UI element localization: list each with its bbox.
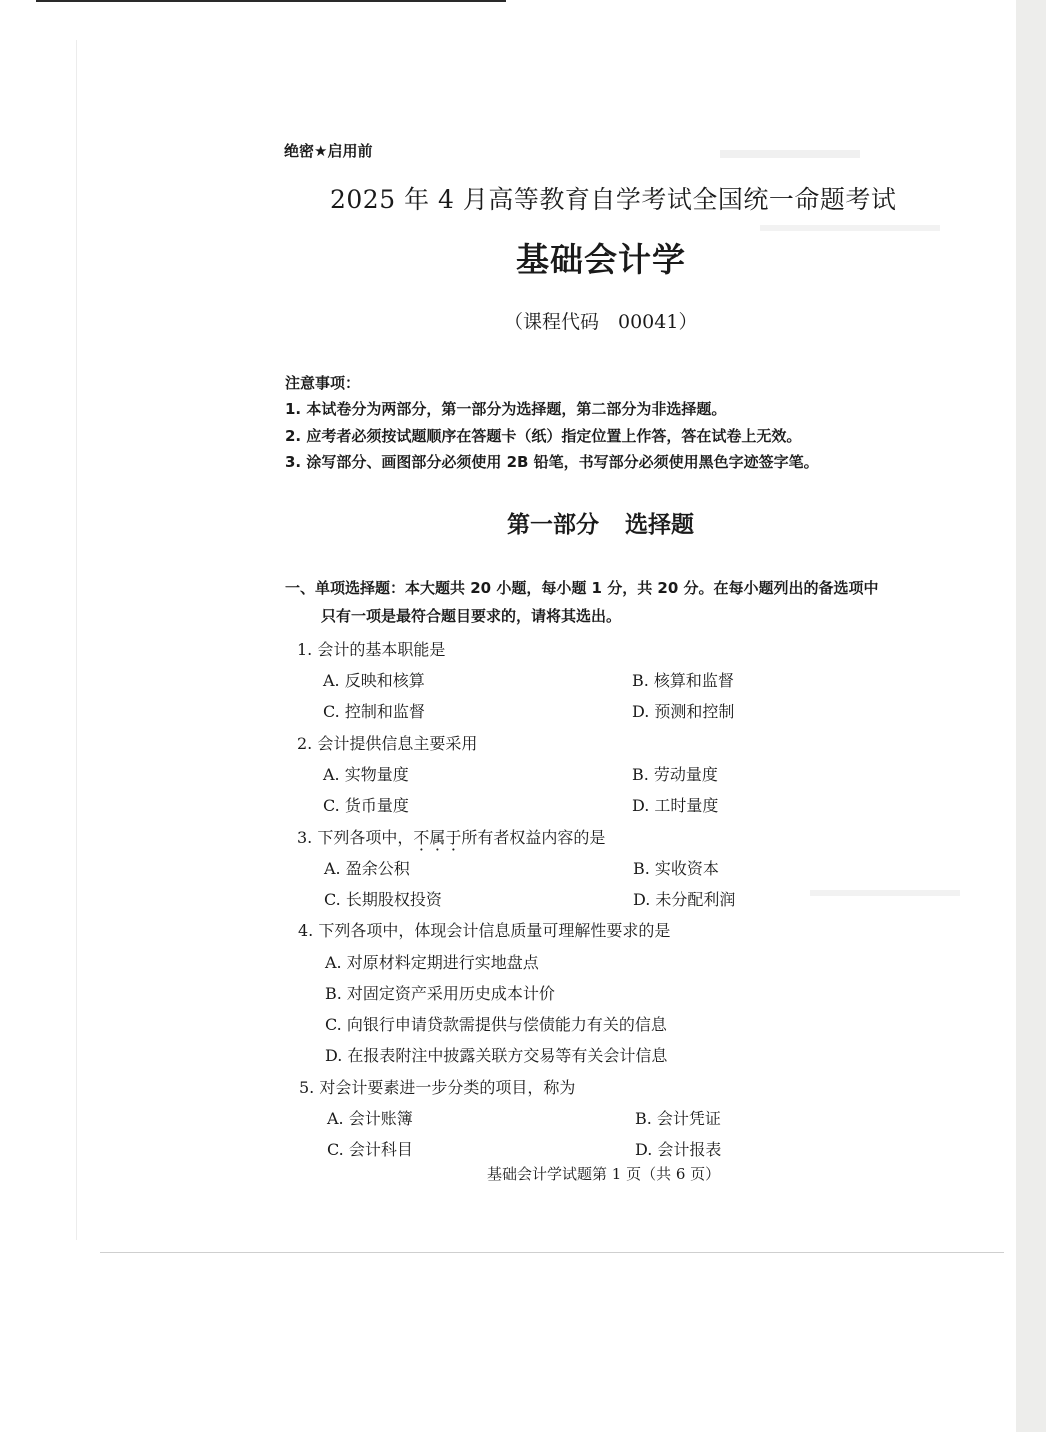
question-option: C. 长期股权投资 [324,890,442,909]
emphasis-char: 不 [413,828,430,847]
show-through-artifact [810,890,960,896]
question-stem [297,825,605,848]
scan-margin-line [76,40,77,1240]
part-one-subtitle: 选择题 [625,512,694,538]
exam-title: 2025 年 4 月高等教育自学考试全国统一命题考试 [330,185,897,214]
question-option: C. 货币量度 [323,796,409,815]
question-stem: 5. 对会计要素进一步分类的项目，称为 [299,1078,576,1097]
question-stem-suffix: 所有者权益内容的是 [461,828,606,847]
question-option: C. 向银行申请贷款需提供与偿债能力有关的信息 [325,1015,667,1034]
section-instruction [285,574,945,630]
notice-item: 2. 应考者必须按试题顺序在答题卡（纸）指定位置上作答，答在试卷上无效。 [285,427,802,445]
question-stem: 4. 下列各项中，体现会计信息质量可理解性要求的是 [298,921,671,940]
question-option: B. 实收资本 [633,859,719,878]
page-footer: 基础会计学试题第 1 页（共 6 页） [487,1165,721,1183]
question-option: D. 在报表附注中披露关联方交易等有关会计信息 [325,1046,668,1065]
question-option: B. 劳动量度 [632,765,718,784]
question-option: A. 实物量度 [323,765,409,784]
emphasis-char: 于 [445,828,462,847]
notice-item: 1. 本试卷分为两部分，第一部分为选择题，第二部分为非选择题。 [285,400,727,418]
question-option: D. 未分配利润 [633,890,736,909]
part-one-label: 第一部分 [507,512,599,538]
emphasis-char: 属 [429,828,446,847]
question-option: A. 会计账簿 [327,1109,413,1128]
section-instruction-line1: 一、单项选择题：本大题共 20 小题，每小题 1 分，共 20 分。在每小题列出的备选项中 [285,579,879,597]
question-option: C. 控制和监督 [323,702,425,721]
notice-heading: 注意事项： [285,374,361,392]
question-stem: 1. 会计的基本职能是 [297,640,446,659]
question-option: C. 会计科目 [327,1140,413,1159]
question-option: B. 会计凭证 [635,1109,721,1128]
question-stem: 2. 会计提供信息主要采用 [297,734,478,753]
show-through-artifact [720,150,860,158]
scan-edge-strip [1016,0,1046,1432]
question-option: B. 对固定资产采用历史成本计价 [325,984,555,1003]
question-option: B. 核算和监督 [632,671,734,690]
subject-title: 基础会计学 [516,240,686,279]
notice-item: 3. 涂写部分、画图部分必须使用 2B 铅笔，书写部分必须使用黑色字迹签字笔。 [285,453,819,471]
question-stem-prefix: 3. 下列各项中， [297,828,414,847]
confidential-label: 绝密★启用前 [284,142,373,160]
question-option: A. 盈余公积 [324,859,410,878]
question-option: A. 反映和核算 [323,671,425,690]
question-option: D. 工时量度 [632,796,719,815]
bottom-rule [100,1252,1004,1253]
section-instruction-line2: 只有一项是最符合题目要求的，请将其选出。 [321,607,622,625]
course-code: （课程代码 00041） [504,311,698,333]
question-option: A. 对原材料定期进行实地盘点 [325,953,539,972]
part-one-title [507,506,694,539]
question-option: D. 会计报表 [635,1140,722,1159]
show-through-artifact [760,225,940,231]
question-option: D. 预测和控制 [632,702,735,721]
top-rule [36,0,506,2]
